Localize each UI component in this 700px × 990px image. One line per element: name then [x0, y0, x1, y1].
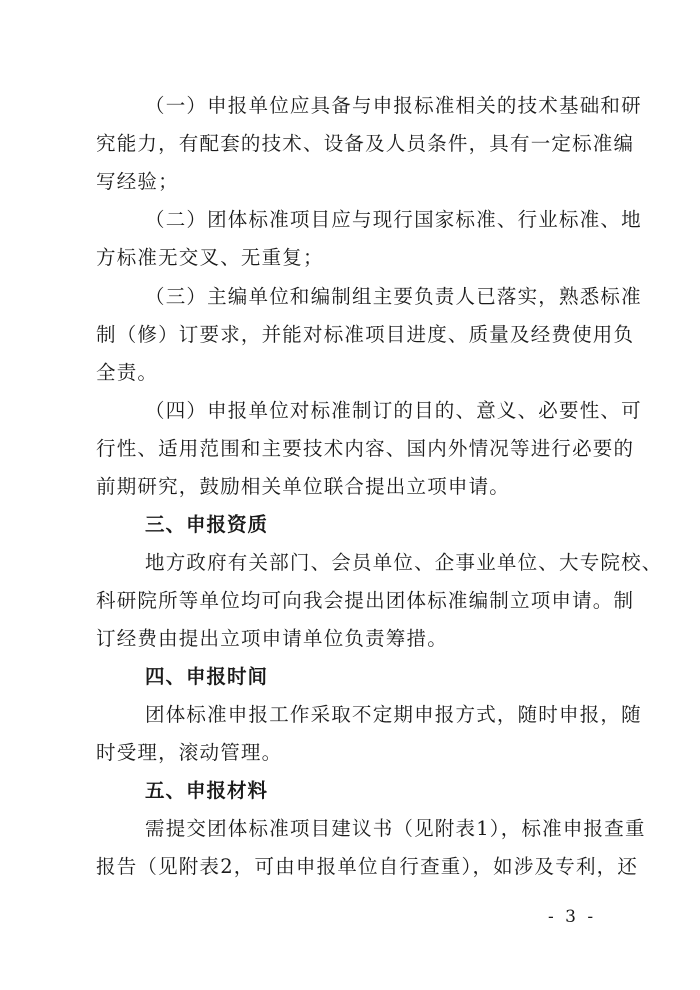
section-heading-time: 四、申报时间 [145, 665, 269, 688]
paragraph-2-line-1: （二）团体标准项目应与现行国家标准、行业标准、地 [145, 208, 642, 231]
section-4-line-2: 时受理，滚动管理。 [96, 741, 283, 764]
paragraph-3-line-1: （三）主编单位和编制组主要负责人已落实，熟悉标准 [145, 285, 642, 308]
section-5-line-1: 需提交团体标准项目建议书（见附表1），标准申报查重 [145, 817, 646, 840]
paragraph-1-line-2: 究能力，有配套的技术、设备及人员条件，具有一定标准编 [96, 132, 635, 155]
paragraph-2-line-2: 方标准无交叉、无重复； [96, 246, 324, 269]
section-3-line-3: 订经费由提出立项申请单位负责筹措。 [96, 627, 448, 650]
section-3-line-1: 地方政府有关部门、会员单位、企事业单位、大专院校、 [145, 551, 663, 574]
paragraph-3-line-3: 全责。 [96, 361, 159, 384]
section-3-line-2: 科研院所等单位均可向我会提出团体标准编制立项申请。制 [96, 589, 635, 612]
section-heading-qualification: 三、申报资质 [145, 513, 269, 536]
paragraph-3-line-2: 制（修）订要求，并能对标准项目进度、质量及经费使用负 [96, 323, 635, 346]
section-4-line-1: 团体标准申报工作采取不定期申报方式，随时申报，随 [145, 703, 642, 726]
paragraph-4-line-2: 行性、适用范围和主要技术内容、国内外情况等进行必要的 [96, 437, 635, 460]
section-5-line-2: 报告（见附表2，可由申报单位自行查重），如涉及专利，还 [96, 855, 639, 878]
section-heading-materials: 五、申报材料 [145, 779, 269, 802]
paragraph-4-line-1: （四）申报单位对标准制订的目的、意义、必要性、可 [145, 399, 642, 422]
paragraph-1-line-1: （一）申报单位应具备与申报标准相关的技术基础和研 [145, 94, 642, 117]
paragraph-1-line-3: 写经验； [96, 170, 179, 193]
paragraph-4-line-3: 前期研究，鼓励相关单位联合提出立项申请。 [96, 475, 511, 498]
page-number: - 3 - [548, 907, 597, 927]
